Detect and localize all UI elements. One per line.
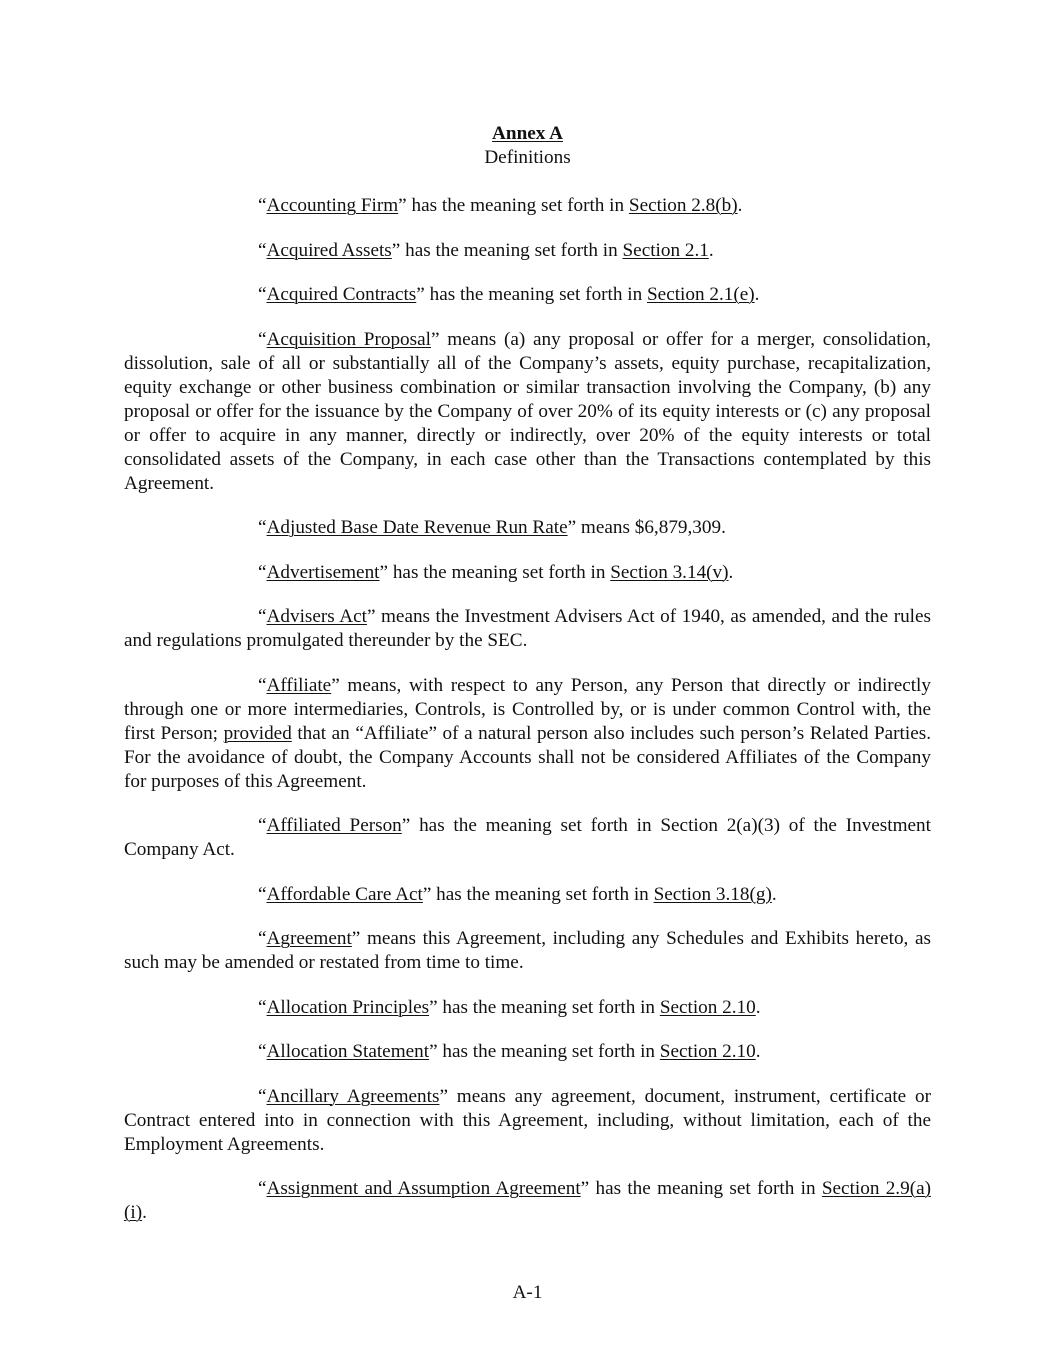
definition-paragraph: “Agreement” means this Agreement, including any Schedules and Exhibits hereto, as such may be amended or restated from time to time. bbox=[124, 928, 931, 973]
annex-subtitle: Definitions bbox=[484, 147, 571, 168]
definition-text: has the meaning set forth in bbox=[436, 883, 649, 905]
definition-paragraph: “Acquired Contracts” has the meaning set forth in Section 2.1(e). bbox=[258, 284, 760, 305]
definition-text: has the meaning set forth in bbox=[595, 1178, 816, 1199]
defined-term: Adjusted Base Date Revenue Run Rate bbox=[266, 517, 568, 538]
definition-text: has the meaning set forth in bbox=[429, 284, 643, 305]
section-reference: Section 3.14(v) bbox=[610, 561, 729, 583]
definition-text: has the meaning set forth in bbox=[442, 996, 656, 1018]
definition-paragraph: “Affiliated Person” has the meaning set forth in Section 2(a)(3) of the Investment Company Act. bbox=[124, 815, 931, 860]
section-reference: Section 2.8(b) bbox=[628, 195, 738, 216]
definition-paragraph: “Allocation Principles” has the meaning set forth in Section 2.10. bbox=[258, 996, 761, 1018]
definition-text: means any agreement, document, instrument, certificate or Contract entered into in connection with this Agreement, including, without limitation, each of the Employment Agreements. bbox=[124, 1085, 931, 1155]
page-number: A-1 bbox=[512, 1282, 543, 1303]
defined-term: Advisers Act bbox=[266, 606, 367, 627]
definition-end-punctuation: . bbox=[728, 561, 734, 583]
section-reference: Section 2.9(a)(i) bbox=[124, 1178, 931, 1223]
defined-term: Advertisement bbox=[266, 561, 380, 583]
defined-term: Acquisition Proposal bbox=[266, 328, 431, 350]
definition-end-punctuation: . bbox=[142, 1202, 147, 1223]
definition-end-punctuation: . bbox=[755, 996, 761, 1018]
definitions-list bbox=[124, 194, 931, 1225]
definition-end-punctuation: . bbox=[737, 195, 743, 216]
defined-term: Accounting Firm bbox=[266, 195, 399, 216]
definition-text: means, with respect to any Person, any Person that directly or indirectly through one or more intermediaries, Controls, is Controlled by, or is under common Control with, the first Person; bbox=[124, 674, 931, 744]
definition-paragraph: “Acquired Assets” has the meaning set forth in Section 2.1. bbox=[258, 239, 714, 261]
defined-term: Agreement bbox=[266, 928, 352, 949]
definition-paragraph: “Accounting Firm” has the meaning set forth in Section 2.8(b). bbox=[258, 195, 743, 216]
defined-term: Affiliate bbox=[266, 674, 332, 696]
definition-text: means (a) any proposal or offer for a merger, consolidation, dissolution, sale of all or substantially all of the Company’s assets, equity purchase, recapitalization, equity exchange or other business combination or similar transaction involving the Company, (b) any proposal or offer for the issuance by the Company of over 20% of its equity interests or (c) any proposal or offer to acquire in any manner, directly or indirectly, over 20% of the equity interests or total consolidated assets of the Company, in each case other than the Transactions contemplated by this Agreement. bbox=[124, 328, 931, 494]
definition-paragraph: “Adjusted Base Date Revenue Run Rate” means $6,879,309. bbox=[258, 517, 726, 538]
definition-paragraph: “Acquisition Proposal” means (a) any proposal or offer for a merger, consolidation, dissolution, sale of all or substantially all of the Company’s assets, equity purchase, recapitalization, equity exchange or other business combination or similar transaction involving the Company, (b) any proposal or offer for the issuance by the Company of over 20% of its equity interests or (c) any proposal or offer to acquire in any manner, directly or indirectly, over 20% of the equity interests or total consolidated assets of the Company, in each case other than the Transactions contemplated by this Agreement. bbox=[124, 328, 931, 494]
section-reference: Section 2.10 bbox=[659, 1041, 756, 1062]
definition-text: has the meaning set forth in bbox=[392, 561, 606, 583]
defined-term: Allocation Principles bbox=[266, 996, 430, 1018]
defined-term: Allocation Statement bbox=[266, 1041, 430, 1062]
definition-text: has the meaning set forth in bbox=[442, 1041, 655, 1062]
definition-paragraph: “Advisers Act” means the Investment Advisers Act of 1940, as amended, and the rules and regulations promulgated thereunder by the SEC. bbox=[124, 606, 931, 651]
defined-term: Affiliated Person bbox=[266, 815, 402, 836]
definition-text: has the meaning set forth in bbox=[411, 195, 625, 216]
definition-paragraph: “Affordable Care Act” has the meaning set forth in Section 3.18(g). bbox=[258, 883, 777, 905]
definition-end-punctuation: . bbox=[708, 239, 714, 261]
definition-text: means $6,879,309. bbox=[580, 517, 726, 538]
definition-text: means the Investment Advisers Act of 1940, as amended, and the rules and regulations promulgated thereunder by the SEC. bbox=[124, 606, 931, 651]
definition-end-punctuation: . bbox=[771, 883, 777, 905]
section-reference: Section 3.18(g) bbox=[653, 883, 772, 905]
definition-paragraph: “Affiliate” means, with respect to any Person, any Person that directly or indirectly through one or more intermediaries, Controls, is Controlled by, or is under common Control with, the first Person; provided that an “Affiliate” of a natural person also includes such person’s Related Parties. For the avoidance of doubt, the Company Accounts shall not be considered Affiliates of the Company for purposes of this Agreement. bbox=[124, 674, 931, 792]
defined-term: Affordable Care Act bbox=[266, 883, 423, 905]
annex-header bbox=[124, 122, 931, 170]
definition-text-continued: that an “Affiliate” of a natural person also includes such person’s Related Parties. For the avoidance of doubt, the Company Accounts shall not be considered Affiliates of the Company for purposes of this Agreement. bbox=[124, 722, 931, 792]
definition-paragraph: “Allocation Statement” has the meaning set forth in Section 2.10. bbox=[258, 1041, 761, 1062]
section-reference: provided bbox=[223, 722, 292, 744]
definition-end-punctuation: . bbox=[754, 284, 760, 305]
defined-term: Ancillary Agreements bbox=[266, 1085, 440, 1107]
annex-title: Annex A bbox=[492, 123, 563, 144]
defined-term: Assignment and Assumption Agreement bbox=[266, 1178, 581, 1199]
definition-paragraph: “Ancillary Agreements” means any agreement, document, instrument, certificate or Contract entered into in connection with this Agreement, including, without limitation, each of the Employment Agreements. bbox=[124, 1085, 931, 1155]
section-reference: Section 2.10 bbox=[659, 996, 756, 1018]
document-page bbox=[124, 122, 931, 1246]
definition-paragraph: “Assignment and Assumption Agreement” has the meaning set forth in Section 2.9(a)(i). bbox=[124, 1178, 931, 1223]
definition-text: has the meaning set forth in Section 2(a)(3) of the Investment Company Act. bbox=[124, 815, 931, 860]
definition-text: means this Agreement, including any Schedules and Exhibits hereto, as such may be amended or restated from time to time. bbox=[124, 928, 931, 973]
section-reference: Section 2.1 bbox=[622, 239, 709, 261]
definition-end-punctuation: . bbox=[755, 1041, 761, 1062]
defined-term: Acquired Assets bbox=[266, 239, 392, 261]
definition-text: has the meaning set forth in bbox=[405, 239, 618, 261]
definition-paragraph: “Advertisement” has the meaning set forth in Section 3.14(v). bbox=[258, 561, 734, 583]
section-reference: Section 2.1(e) bbox=[647, 284, 755, 305]
defined-term: Acquired Contracts bbox=[266, 284, 417, 305]
